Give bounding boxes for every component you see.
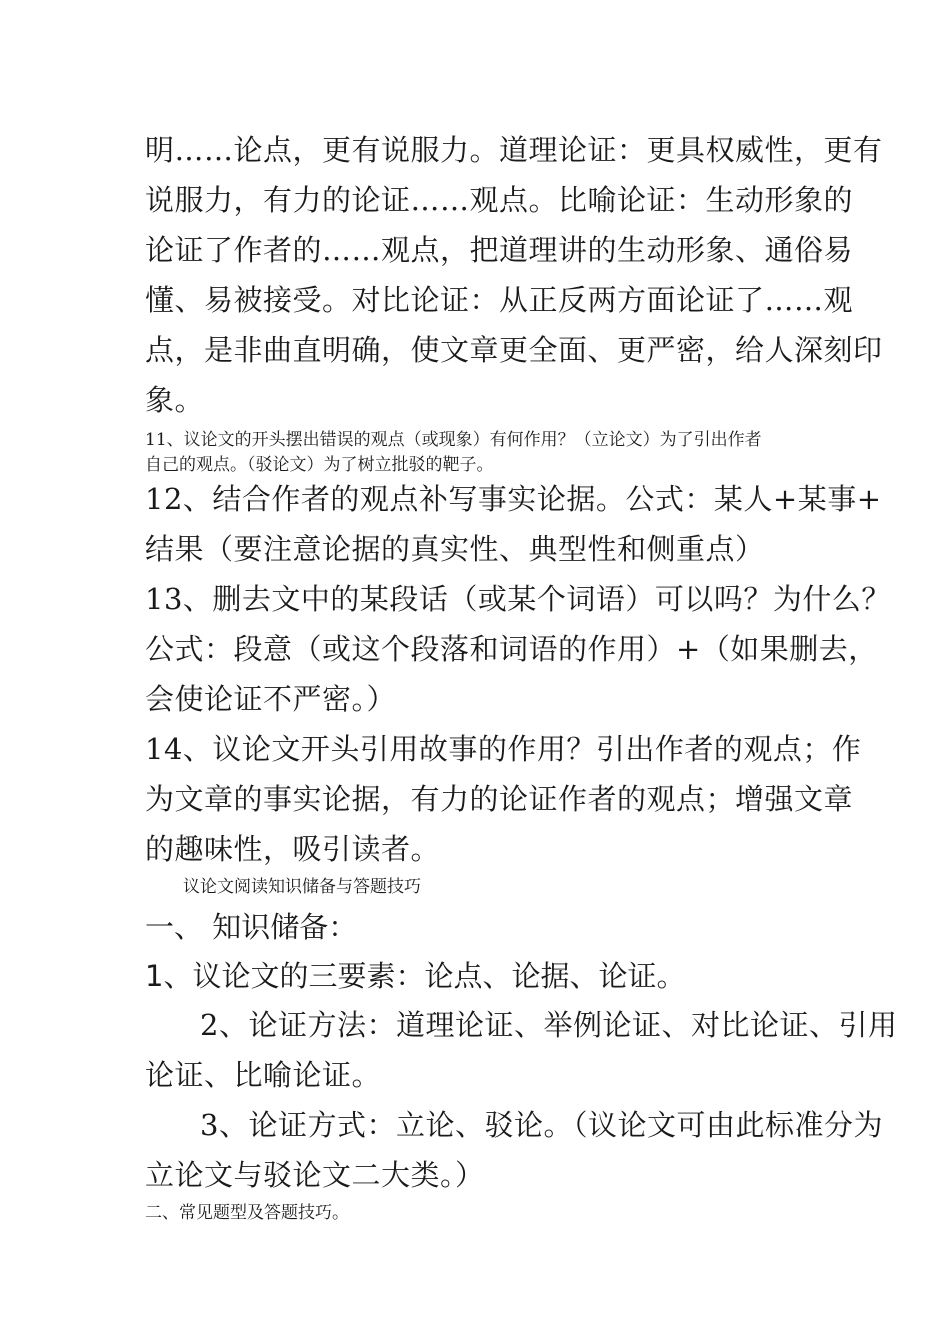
heading-knowledge: 一、 知识储备： [145,910,358,944]
list-item-3: 3、论证方式：立论、驳论。（议论文可由此标准分为 [200,1108,883,1142]
paragraph-line: 会使论证不严密。） [145,682,397,716]
paragraph-line: 为文章的事实论据，有力的论证作者的观点；增强文章 [145,782,854,816]
paragraph-line: 说服力，有力的论证……观点。比喻论证：生动形象的 [145,183,854,217]
list-item-1: 1、议论文的三要素：论点、论据、论证。 [145,959,686,993]
list-item-2: 2、论证方法：道理论证、举例论证、对比论证、引用 [200,1008,898,1042]
paragraph-line: 13、删去文中的某段话（或某个词语）可以吗？为什么？ [145,582,891,616]
paragraph-line: 结果（要注意论据的真实性、典型性和侧重点） [145,532,765,566]
paragraph-line-small: 自己的观点。（驳论文）为了树立批驳的靶子。 [145,455,494,475]
heading-question-types: 二、常见题型及答题技巧。 [145,1203,349,1223]
list-item-3-cont: 立论文与驳论文二大类。） [145,1158,485,1192]
section-title: 议论文阅读知识储备与答题技巧 [183,877,421,897]
paragraph-line: 公式：段意（或这个段落和词语的作用）+（如果删去， [145,632,878,666]
paragraph-line: 12、结合作者的观点补写事实论据。公式：某人+某事+ [145,482,882,516]
paragraph-line-small: 11、议论文的开头摆出错误的观点（或现象）有何作用？（立论文）为了引出作者 [145,430,762,450]
paragraph-line: 象。 [145,383,205,417]
paragraph-line: 懂、易被接受。对比论证：从正反两方面论证了……观 [145,283,854,317]
paragraph-line: 明……论点，更有说服力。道理论证：更具权威性，更有 [145,133,883,167]
list-item-2-cont: 论证、比喻论证。 [145,1058,382,1092]
paragraph-line: 14、议论文开头引用故事的作用？引出作者的观点；作 [145,732,862,766]
paragraph-line: 的趣味性，吸引读者。 [145,832,441,866]
paragraph-line: 论证了作者的……观点，把道理讲的生动形象、通俗易 [145,233,854,267]
paragraph-line: 点，是非曲直明确，使文章更全面、更严密，给人深刻印 [145,333,883,367]
